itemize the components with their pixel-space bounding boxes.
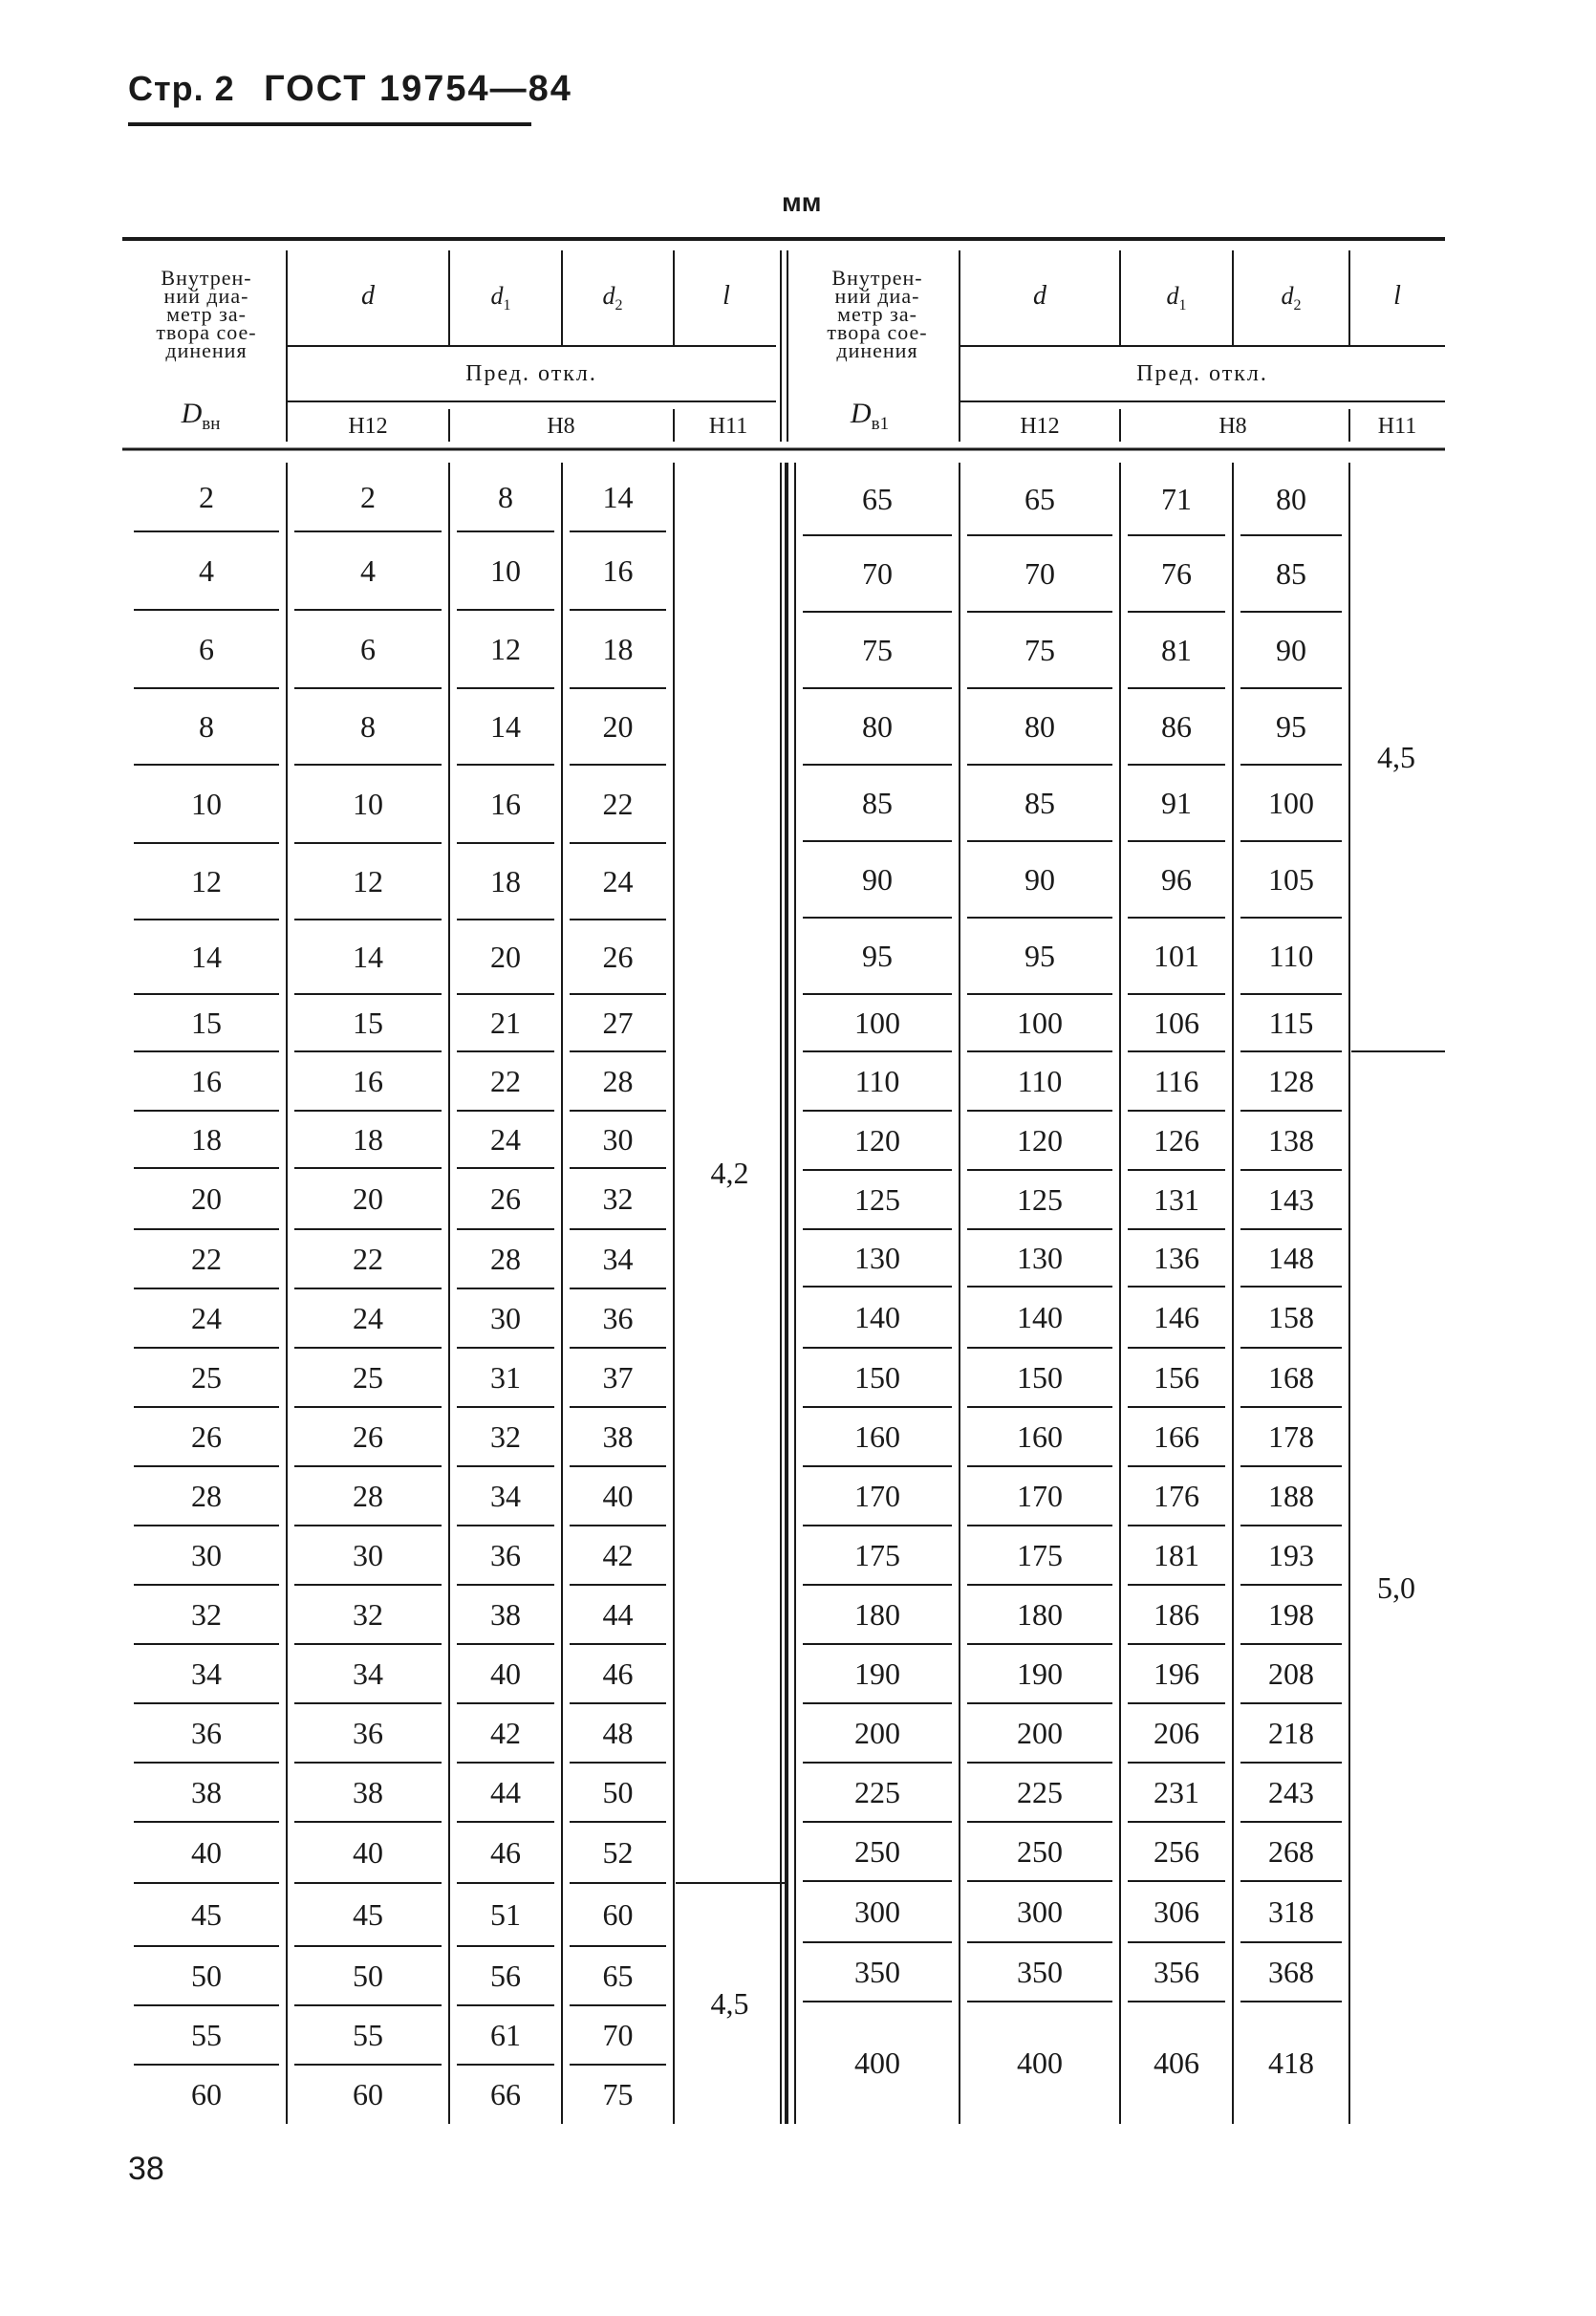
header-h8: H8 (1219, 414, 1247, 439)
left-cell-d2: 34 (602, 1242, 634, 1276)
left-cell-d1: 28 (490, 1242, 521, 1276)
right-cell-d1: 306 (1154, 1894, 1199, 1929)
left-cell-d2: 70 (602, 2018, 634, 2052)
left-cell-dia: 45 (191, 1897, 222, 1932)
left-cell-dia: 12 (191, 864, 222, 898)
header-diameter-text: динения (165, 338, 248, 362)
left-cell-d: 20 (353, 1181, 383, 1216)
left-cell-dia: 34 (191, 1656, 222, 1691)
header-h11: H11 (708, 414, 748, 439)
left-cell-d1: 10 (490, 553, 521, 588)
left-cell-d: 34 (353, 1656, 383, 1691)
left-cell-dia: 28 (191, 1479, 222, 1513)
right-cell-d1: 206 (1154, 1716, 1199, 1750)
right-cell-d: 350 (1017, 1955, 1063, 1989)
left-cell-d: 36 (353, 1716, 383, 1750)
left-cell-d2: 75 (602, 2077, 634, 2111)
header-diameter-text: твора сое- (827, 320, 928, 344)
right-cell-d1: 406 (1154, 2045, 1199, 2080)
left-cell-dia: 40 (191, 1835, 222, 1870)
left-cell-d2: 44 (602, 1597, 634, 1632)
left-cell-d: 18 (353, 1122, 383, 1157)
left-cell-d2: 14 (602, 480, 634, 514)
left-cell-dia: 18 (191, 1122, 222, 1157)
left-cell-d1: 8 (498, 480, 513, 514)
left-l-value: 4,2 (710, 1156, 749, 1190)
left-cell-d: 16 (353, 1064, 383, 1098)
right-cell-d1: 76 (1161, 556, 1192, 591)
right-cell-dia: 160 (854, 1419, 900, 1454)
left-cell-d: 4 (360, 553, 376, 588)
header-d2: $d_2$ (1281, 282, 1302, 314)
header-diameter-text: ний диа- (163, 284, 249, 308)
header-diameter-text: Внутрен- (831, 266, 923, 290)
right-cell-d1: 86 (1161, 709, 1192, 744)
right-cell-d2: 218 (1268, 1716, 1314, 1750)
left-cell-d2: 48 (602, 1716, 634, 1750)
left-cell-d: 40 (353, 1835, 383, 1870)
header-symbol-dvn: $D_{вн}$ (181, 398, 221, 434)
right-cell-d1: 256 (1154, 1834, 1199, 1869)
header-l: l (1393, 281, 1401, 311)
left-cell-d: 6 (360, 632, 376, 666)
right-cell-d: 130 (1017, 1241, 1063, 1275)
right-cell-d2: 85 (1276, 556, 1306, 591)
right-cell-dia: 75 (862, 633, 893, 667)
left-cell-dia: 50 (191, 1959, 222, 1993)
left-cell-d1: 12 (490, 632, 521, 666)
left-cell-dia: 22 (191, 1242, 222, 1276)
right-cell-d1: 196 (1154, 1656, 1199, 1691)
right-cell-d1: 106 (1154, 1006, 1199, 1040)
right-cell-d: 190 (1017, 1656, 1063, 1691)
right-cell-d: 250 (1017, 1834, 1063, 1869)
right-cell-d: 300 (1017, 1894, 1063, 1929)
left-cell-d: 45 (353, 1897, 383, 1932)
left-cell-d1: 18 (490, 864, 521, 898)
left-cell-d1: 24 (490, 1122, 521, 1157)
left-cell-d2: 37 (602, 1360, 634, 1395)
right-cell-d: 65 (1024, 482, 1055, 516)
header-h12: H12 (1020, 414, 1060, 439)
left-cell-dia: 26 (191, 1419, 222, 1454)
right-cell-d: 125 (1017, 1182, 1063, 1217)
left-cell-dia: 4 (199, 553, 214, 588)
right-cell-d2: 80 (1276, 482, 1306, 516)
header-diameter-text: метр за- (837, 302, 917, 326)
right-cell-d1: 181 (1154, 1538, 1199, 1572)
right-cell-dia: 130 (854, 1241, 900, 1275)
right-cell-dia: 250 (854, 1834, 900, 1869)
left-cell-d: 32 (353, 1597, 383, 1632)
right-cell-d1: 176 (1154, 1479, 1199, 1513)
left-cell-d: 50 (353, 1959, 383, 1993)
left-cell-d2: 32 (602, 1181, 634, 1216)
right-cell-dia: 175 (854, 1538, 900, 1572)
right-cell-d2: 110 (1268, 939, 1314, 973)
right-cell-d1: 116 (1154, 1064, 1199, 1098)
left-cell-dia: 32 (191, 1597, 222, 1632)
right-cell-d: 200 (1017, 1716, 1063, 1750)
left-cell-dia: 14 (191, 940, 222, 974)
left-cell-d2: 20 (602, 709, 634, 744)
header-d1: $d_1$ (1166, 282, 1187, 314)
right-cell-d1: 231 (1154, 1775, 1199, 1809)
right-cell-d: 120 (1017, 1123, 1063, 1158)
header-diameter-text: метр за- (166, 302, 247, 326)
right-cell-d2: 105 (1268, 862, 1314, 897)
left-cell-d1: 46 (490, 1835, 521, 1870)
left-cell-dia: 24 (191, 1301, 222, 1335)
left-cell-d1: 31 (490, 1360, 521, 1395)
standard-title: ГОСТ 19754—84 (264, 69, 572, 109)
left-cell-d2: 65 (602, 1959, 634, 1993)
right-cell-dia: 190 (854, 1656, 900, 1691)
right-cell-dia: 180 (854, 1597, 900, 1632)
left-cell-d2: 28 (602, 1064, 634, 1098)
right-cell-dia: 225 (854, 1775, 900, 1809)
right-cell-d: 85 (1024, 786, 1055, 820)
left-cell-d2: 40 (602, 1479, 634, 1513)
right-cell-dia: 90 (862, 862, 893, 897)
left-cell-d1: 20 (490, 940, 521, 974)
left-cell-d1: 38 (490, 1597, 521, 1632)
left-cell-dia: 55 (191, 2018, 222, 2052)
right-cell-d2: 168 (1268, 1360, 1314, 1395)
right-cell-d2: 138 (1268, 1123, 1314, 1158)
right-cell-d2: 158 (1268, 1300, 1314, 1334)
right-cell-dia: 150 (854, 1360, 900, 1395)
right-cell-d2: 243 (1268, 1775, 1314, 1809)
left-cell-d2: 60 (602, 1897, 634, 1932)
header-d: d (1033, 281, 1046, 311)
right-cell-d1: 91 (1161, 786, 1192, 820)
left-cell-d2: 50 (602, 1775, 634, 1809)
right-cell-dia: 200 (854, 1716, 900, 1750)
right-cell-dia: 120 (854, 1123, 900, 1158)
left-cell-d1: 34 (490, 1479, 521, 1513)
left-cell-d2: 26 (602, 940, 634, 974)
left-cell-d2: 16 (602, 553, 634, 588)
right-cell-dia: 80 (862, 709, 893, 744)
page-number: 38 (128, 2151, 164, 2187)
left-cell-dia: 36 (191, 1716, 222, 1750)
right-cell-d: 180 (1017, 1597, 1063, 1632)
right-cell-dia: 300 (854, 1894, 900, 1929)
left-cell-d1: 66 (490, 2077, 521, 2111)
right-cell-d: 110 (1017, 1064, 1063, 1098)
right-cell-d1: 166 (1154, 1419, 1199, 1454)
right-cell-d2: 188 (1268, 1479, 1314, 1513)
right-cell-dia: 95 (862, 939, 893, 973)
right-cell-d: 160 (1017, 1419, 1063, 1454)
right-cell-d: 225 (1017, 1775, 1063, 1809)
header-diameter-text: Внутрен- (161, 266, 252, 290)
right-cell-d1: 156 (1154, 1360, 1199, 1395)
header-d: d (361, 281, 375, 311)
left-cell-d1: 30 (490, 1301, 521, 1335)
right-l-value: 5,0 (1377, 1570, 1415, 1605)
right-cell-dia: 350 (854, 1955, 900, 1989)
left-cell-d: 30 (353, 1538, 383, 1572)
header-diameter-text: динения (836, 338, 918, 362)
right-cell-d: 80 (1024, 709, 1055, 744)
right-cell-dia: 65 (862, 482, 893, 516)
right-cell-d: 100 (1017, 1006, 1063, 1040)
header-symbol-dv1: $D_{в1}$ (850, 398, 890, 434)
page-label: Стр. 2 (128, 69, 235, 108)
right-cell-d2: 90 (1276, 633, 1306, 667)
right-cell-d2: 268 (1268, 1834, 1314, 1869)
left-cell-d1: 14 (490, 709, 521, 744)
right-cell-d1: 81 (1161, 633, 1192, 667)
header-diameter-text: ний диа- (834, 284, 920, 308)
right-cell-d2: 418 (1268, 2045, 1314, 2080)
right-cell-d: 175 (1017, 1538, 1063, 1572)
left-cell-d2: 27 (602, 1006, 634, 1040)
left-cell-d1: 40 (490, 1656, 521, 1691)
right-cell-dia: 110 (854, 1064, 900, 1098)
right-cell-d2: 193 (1268, 1538, 1314, 1572)
left-cell-d1: 26 (490, 1181, 521, 1216)
left-cell-d: 8 (360, 709, 376, 744)
left-cell-d2: 38 (602, 1419, 634, 1454)
left-cell-d: 12 (353, 864, 383, 898)
right-cell-dia: 70 (862, 556, 893, 591)
right-cell-d1: 96 (1161, 862, 1192, 897)
right-cell-d1: 146 (1154, 1300, 1199, 1334)
left-cell-dia: 60 (191, 2077, 222, 2111)
right-cell-dia: 140 (854, 1300, 900, 1334)
left-cell-d1: 51 (490, 1897, 521, 1932)
left-cell-dia: 6 (199, 632, 214, 666)
right-cell-d: 75 (1024, 633, 1055, 667)
header-h12: H12 (348, 414, 388, 439)
header-tolerance: Пред. откл. (465, 361, 597, 386)
header-d1: $d_1$ (490, 282, 511, 314)
right-cell-d2: 178 (1268, 1419, 1314, 1454)
right-cell-d2: 208 (1268, 1656, 1314, 1691)
left-cell-d2: 22 (602, 787, 634, 821)
right-cell-d: 170 (1017, 1479, 1063, 1513)
right-cell-d: 95 (1024, 939, 1055, 973)
header-h8: H8 (547, 414, 575, 439)
left-cell-d: 38 (353, 1775, 383, 1809)
right-cell-d: 70 (1024, 556, 1055, 591)
right-cell-dia: 400 (854, 2045, 900, 2080)
right-cell-dia: 100 (854, 1006, 900, 1040)
right-cell-d2: 198 (1268, 1597, 1314, 1632)
left-cell-dia: 15 (191, 1006, 222, 1040)
left-cell-d: 2 (360, 480, 376, 514)
left-l-value: 4,5 (710, 1986, 749, 2021)
left-cell-d1: 32 (490, 1419, 521, 1454)
left-cell-d1: 21 (490, 1006, 521, 1040)
left-cell-d1: 16 (490, 787, 521, 821)
right-cell-d: 150 (1017, 1360, 1063, 1395)
units-label: мм (782, 187, 822, 217)
header-tolerance: Пред. откл. (1136, 361, 1268, 386)
left-cell-d2: 52 (602, 1835, 634, 1870)
right-cell-d2: 95 (1276, 709, 1306, 744)
left-cell-d1: 42 (490, 1716, 521, 1750)
left-cell-dia: 10 (191, 787, 222, 821)
header-diameter-text: твора сое- (156, 320, 257, 344)
left-cell-d: 22 (353, 1242, 383, 1276)
header-l: l (723, 281, 730, 311)
left-cell-d2: 24 (602, 864, 634, 898)
left-cell-d: 25 (353, 1360, 383, 1395)
left-cell-d: 26 (353, 1419, 383, 1454)
left-cell-d: 28 (353, 1479, 383, 1513)
right-cell-d1: 101 (1154, 939, 1199, 973)
right-cell-d: 140 (1017, 1300, 1063, 1334)
left-cell-dia: 30 (191, 1538, 222, 1572)
left-cell-d2: 18 (602, 632, 634, 666)
left-cell-d: 60 (353, 2077, 383, 2111)
right-cell-d2: 115 (1268, 1006, 1314, 1040)
right-cell-d2: 368 (1268, 1955, 1314, 1989)
left-cell-dia: 25 (191, 1360, 222, 1395)
right-cell-d1: 136 (1154, 1241, 1199, 1275)
right-cell-d1: 71 (1161, 482, 1192, 516)
left-cell-d1: 36 (490, 1538, 521, 1572)
left-cell-d: 15 (353, 1006, 383, 1040)
right-cell-d1: 356 (1154, 1955, 1199, 1989)
header-h11: H11 (1377, 414, 1417, 439)
right-cell-d: 90 (1024, 862, 1055, 897)
right-cell-dia: 125 (854, 1182, 900, 1217)
left-cell-d2: 36 (602, 1301, 634, 1335)
left-cell-dia: 38 (191, 1775, 222, 1809)
left-cell-d1: 44 (490, 1775, 521, 1809)
right-cell-d2: 318 (1268, 1894, 1314, 1929)
left-cell-d: 10 (353, 787, 383, 821)
left-cell-d: 55 (353, 2018, 383, 2052)
right-cell-d2: 100 (1268, 786, 1314, 820)
left-cell-d2: 30 (602, 1122, 634, 1157)
left-cell-d1: 56 (490, 1959, 521, 1993)
left-cell-d: 14 (353, 940, 383, 974)
right-cell-d2: 128 (1268, 1064, 1314, 1098)
left-cell-d1: 22 (490, 1064, 521, 1098)
left-cell-dia: 2 (199, 480, 214, 514)
right-cell-d: 400 (1017, 2045, 1063, 2080)
left-cell-dia: 8 (199, 709, 214, 744)
left-cell-dia: 20 (191, 1181, 222, 1216)
left-cell-d2: 42 (602, 1538, 634, 1572)
right-l-value: 4,5 (1377, 740, 1415, 774)
right-cell-dia: 85 (862, 786, 893, 820)
right-cell-d2: 148 (1268, 1241, 1314, 1275)
right-cell-d1: 131 (1154, 1182, 1199, 1217)
left-cell-d1: 61 (490, 2018, 521, 2052)
left-cell-d2: 46 (602, 1656, 634, 1691)
right-cell-d1: 126 (1154, 1123, 1199, 1158)
right-cell-d2: 143 (1268, 1182, 1314, 1217)
header-d2: $d_2$ (602, 282, 623, 314)
left-cell-d: 24 (353, 1301, 383, 1335)
right-cell-dia: 170 (854, 1479, 900, 1513)
left-cell-dia: 16 (191, 1064, 222, 1098)
right-cell-d1: 186 (1154, 1597, 1199, 1632)
